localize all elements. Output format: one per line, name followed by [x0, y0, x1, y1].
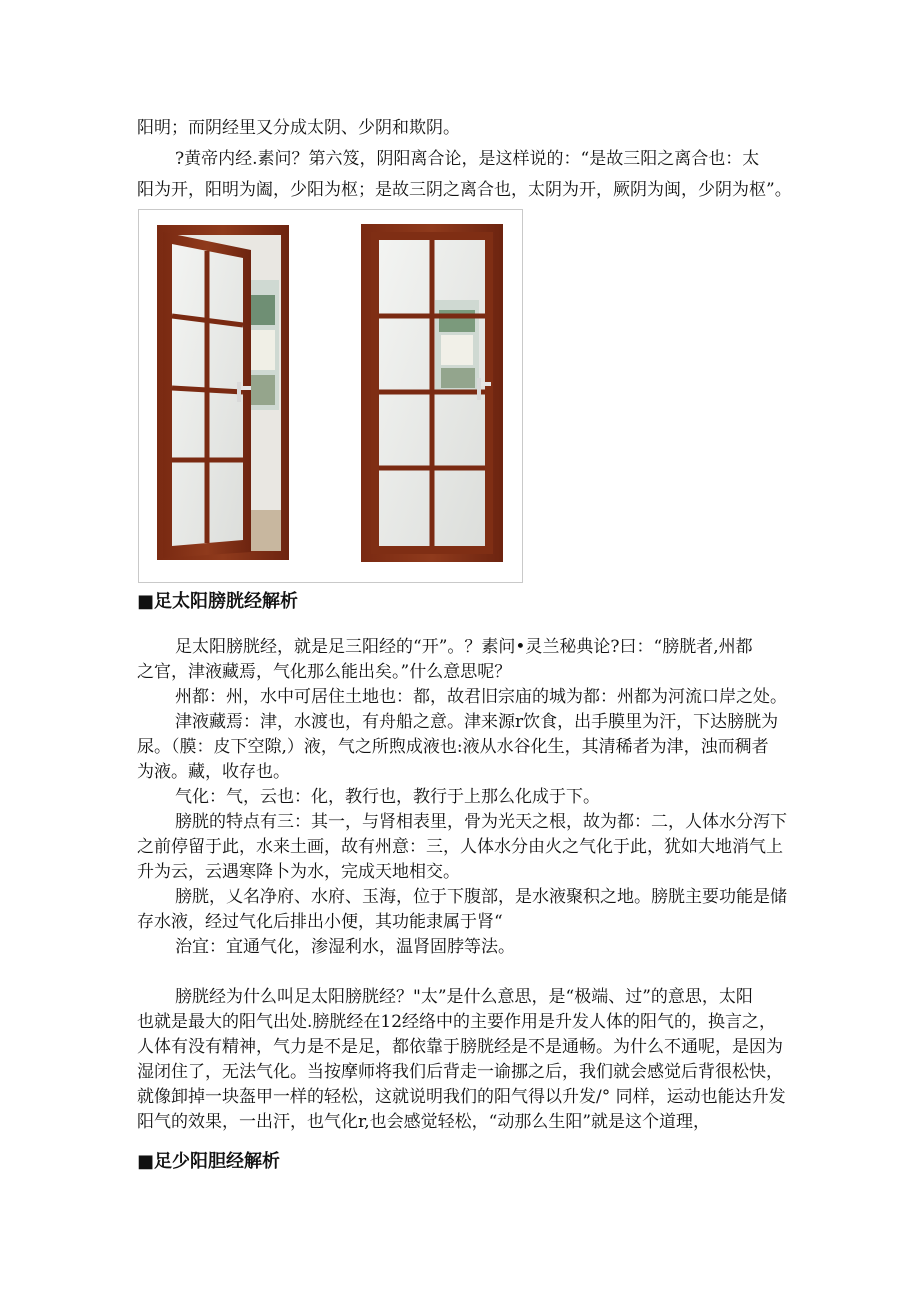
body-line: 升为云，云遇寒降卜为水，完成天地相交。 — [137, 862, 460, 882]
intro-line-2: ?黄帝内经.素问？第六笈，阴阳离合论，是这样说的：“是故三阳之离合也：太 — [175, 149, 760, 169]
body-line: 气化：气，云也：化，教行也，教行于上那么化成于下。 — [175, 787, 600, 807]
doors-photo — [139, 210, 522, 582]
open-door — [157, 225, 289, 560]
doors-figure — [138, 209, 523, 583]
section-heading-bladder: ■足太阳膀胱经解析 — [137, 591, 299, 612]
body-line: 湿闭住了，无法气化。当按摩师将我们后背走一谕挪之后，我们就会感觉后背很松快， — [137, 1062, 783, 1082]
body-line: 之官，津液藏焉，气化那么能出矣。”什么意思呢？ — [137, 662, 512, 682]
body-line: 也就是最大的阳气出处.膀胱经在12经络中的主要作用是升发人体的阳气的，换言之， — [137, 1012, 777, 1032]
body-line: 足太阳膀胱经，就是足三阳经的“开”。？素问•灵兰秘典论?曰：“膀胱者,州都 — [175, 637, 753, 657]
section-heading-gallbladder: ■足少阳胆经解析 — [137, 1151, 281, 1172]
body-line: 膀胱经为什么叫足太阳膀胱经？"太”是什么意思，是“极端、过”的意思，太阳 — [175, 987, 753, 1007]
closed-door — [361, 224, 503, 562]
body-line: 为液。藏，收存也。 — [137, 762, 290, 782]
body-line: 尿。（膜：皮下空隙,）液，气之所煦成液也:液从水谷化生，其清稀者为津，浊而稠者 — [137, 737, 769, 757]
body-line: 治宜：宜通气化，渗湿利水，温肾固脖等法。 — [175, 937, 515, 957]
body-line: 阳气的效果，一出汗，也气化r,也会感觉轻松，“动那么生阳”就是这个道理， — [137, 1112, 711, 1132]
body-line: 人体有没有精神，气力是不是足，都依靠于膀胱经是不是通畅。为什么不通呢，是因为 — [137, 1037, 783, 1057]
body-line: 存水液，经过气化后排出小便，其功能隶属于肾“ — [137, 912, 503, 932]
body-line: 之前停留于此，水来土画，故有州意：三，人体水分由火之气化于此，犹如大地消气上 — [137, 837, 783, 857]
body-line: 津液藏焉：津，水渡也，有舟船之意。津来源r饮食，出手膜里为汗，下达膀胱为 — [175, 712, 779, 732]
intro-line-1: 阳明；而阴经里又分成太阴、少阴和欺阴。 — [137, 118, 460, 138]
body-line: 膀胱，乂名净府、水府、玉海，位于下腹部，是水液聚积之地。膀胱主要功能是储 — [175, 887, 787, 907]
body-line: 膀胱的特点有三：其一，与肾相表里，骨为光天之根，故为都：二，人体水分泻下 — [175, 812, 787, 832]
body-line: 就像卸掉一块盔甲一样的轻松，这就说明我们的阳气得以升发/° 同样，运动也能达升发 — [137, 1087, 786, 1107]
intro-line-3: 阳为开，阳明为阖，少阳为枢；是故三阴之离合也，太阴为开，厥阴为闽，少阴为枢”。 — [137, 180, 792, 200]
body-line: 州都：州，水中可居住土地也：都，故君旧宗庙的城为都：州都为河流口岸之处。 — [175, 687, 787, 707]
